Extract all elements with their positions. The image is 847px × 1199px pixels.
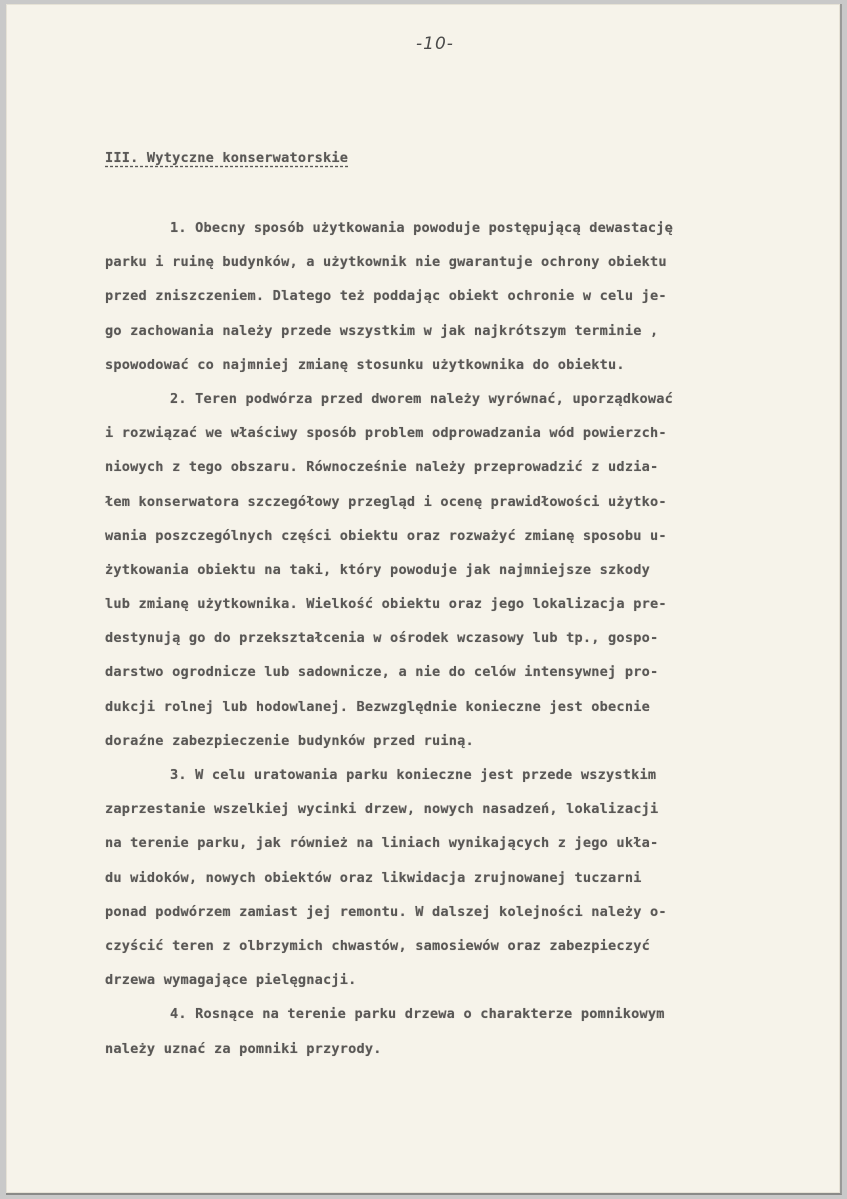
paragraph-line: 3. W celu uratowania parku konieczne jest przede wszystkim [170, 767, 657, 783]
document-page [6, 4, 842, 1195]
paragraph-line: czyścić teren z olbrzymich chwastów, samosiewów oraz zabezpieczyć [105, 937, 650, 954]
paragraph-line: należy uznać za pomniki przyrody. [105, 1040, 382, 1057]
paragraph-4 [105, 1004, 795, 1072]
paragraph-2 [105, 389, 795, 765]
paragraph-line: ponad podwórzem zamiast jej remontu. W dalszej kolejności należy o- [105, 903, 667, 920]
paragraph-line: żytkowania obiektu na taki, który powoduje jak najmniejsze szkody [105, 561, 650, 578]
paragraph-line: go zachowania należy przede wszystkim w jak najkrótszym terminie , [105, 322, 659, 339]
paragraph-line: wania poszczególnych części obiektu oraz rozważyć zmianę sposobu u- [105, 527, 667, 544]
body-text [105, 218, 795, 1073]
paragraph-line: doraźne zabezpieczenie budynków przed ruiną. [105, 732, 474, 749]
paragraph-3 [105, 765, 795, 1004]
paragraph-line: du widoków, nowych obiektów oraz likwidacja zrujnowanej tuczarni [105, 869, 642, 886]
paragraph-line: niowych z tego obszaru. Równocześnie należy przeprowadzić z udzia- [105, 459, 659, 476]
paragraph-line: darstwo ogrodnicze lub sadownicze, a nie do celów intensywnej pro- [105, 664, 659, 681]
paragraph-1 [105, 218, 795, 389]
paragraph-line: parku i ruinę budynków, a użytkownik nie gwarantuje ochrony obiektu [105, 254, 667, 271]
section-title: III. Wytyczne konserwatorskie [105, 150, 349, 166]
paragraph-line: spowodować co najmniej zmianę stosunku użytkownika do obiektu. [105, 356, 625, 373]
paragraph-line: zaprzestanie wszelkiej wycinki drzew, nowych nasadzeń, lokalizacji [105, 801, 659, 818]
page-number: -10- [416, 34, 454, 54]
paragraph-line: destynują go do przekształcenia w ośrodek wczasowy lub tp., gospo- [105, 630, 659, 647]
paragraph-line: 1. Obecny sposób użytkowania powoduje postępującą dewastację [170, 220, 674, 236]
paragraph-line: przed zniszczeniem. Dlatego też poddając obiekt ochronie w celu je- [105, 288, 667, 305]
paragraph-line: 4. Rosnące na terenie parku drzewa o charakterze pomnikowym [170, 1006, 665, 1023]
paragraph-line: na terenie parku, jak również na liniach wynikających z jego ukła- [105, 835, 659, 852]
paragraph-line: dukcji rolnej lub hodowlanej. Bezwzględnie konieczne jest obecnie [105, 698, 650, 715]
paragraph-line: lub zmianę użytkownika. Wielkość obiektu oraz jego lokalizacja pre- [105, 596, 667, 613]
paragraph-line: drzewa wymagające pielęgnacji. [105, 972, 357, 989]
paragraph-line: łem konserwatora szczegółowy przegląd i ocenę prawidłowości użytko- [105, 493, 667, 510]
paragraph-line: 2. Teren podwórza przed dworem należy wyrównać, uporządkować [170, 390, 674, 407]
paragraph-line: i rozwiązać we właściwy sposób problem odprowadzania wód powierzch- [105, 425, 667, 442]
